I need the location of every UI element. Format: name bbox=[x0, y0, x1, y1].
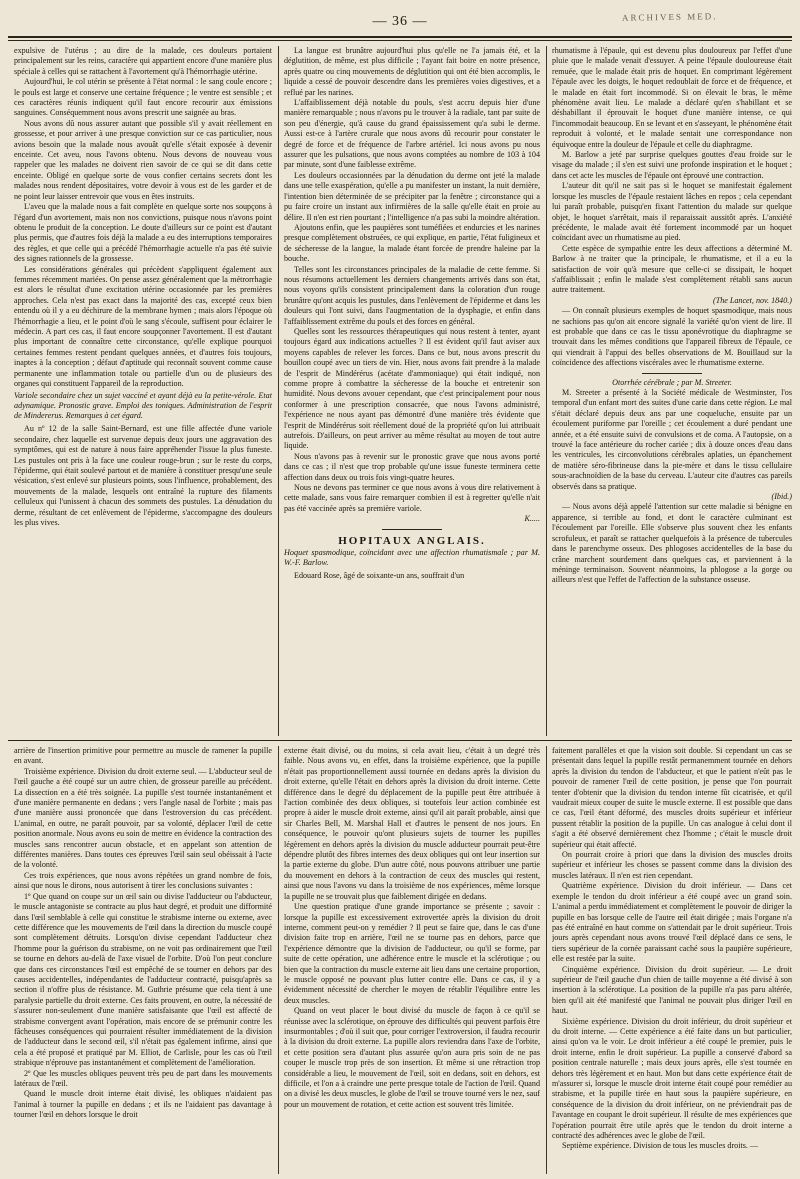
paragraph: M. Streeter a présenté à la Société médicale de Westminster, l'os temporal d'un enfant mort des suites d'une carie dans cette région. Le mal s'était déclaré depuis deux ans par une coqueluche, ensuite par un écoulement puriforme par l'oreille ; cet écoulement a duré pendant une année, et a été ensuite suivi de convulsions et de coma. A l'autopsie, on a trouvé la face antérieure du rocher cariée ; dix à douze onces d'eau dans les ventricules, les circonvolutions cérébrales aplaties, un épanchement de matière séro-fibrineuse dans la pie-mère et dans le tissu cellulaire sous-arachnoïdien de la base du cerveau. L'auteur cite d'autres cas pareils observés dans sa pratique. bbox=[552, 388, 792, 491]
fold-rule bbox=[8, 740, 792, 741]
article-column-3 bbox=[552, 46, 792, 736]
paragraph: Aujourd'hui, le col utérin se présente à l'état normal : le sang coule encore ; le pouls est large et conserve une certaine fréquence ; le ventre est sensible ; et ces caractères réunis indiquent qu'il faut encore recourir aux émissions sanguines. Conséquemment nous avons prescrit une saignée au bras. bbox=[14, 77, 272, 118]
paragraph: faitement parallèles et que la vision soit double. Si cependant un cas se présentait dans lequel la pupille restât permanemment tournée en dehors après la division du tendon de l'abducteur, et que le patient n'eût pas le pouvoir de ramener l'œil de cette position, je pense que l'on pourrait tenter d'obtenir que la division du tendon interne fût cicatrisée, et qu'il vaudrait mieux couper de suite le muscle externe. Il est possible que dans ce cas, l'œil étant déformé, des muscles droits supérieur et inférieur pussent rétablir la position de la pupille. Un cas analogue à celui dont il s'agit a été observé dernièrement chez l'homme ; c'était le muscle droit supérieur qui était affecté. bbox=[552, 746, 792, 849]
paragraph: Les douleurs occasionnées par la dénudation du derme ont jeté la malade dans une telle exaspération, qu'elle a pu manifester un instant, la nuit dernière, l'intention bien déterminée de se précipiter par la fenêtre ; circonstance qui a pu faire croire un instant aux infirmières de la salle qu'elle était en proie au délire. Il n'en est rien pourtant ; l'intelligence n'a pas subi la moindre altération. bbox=[284, 170, 540, 222]
article-column-5 bbox=[284, 746, 540, 1174]
paragraph: Septième expérience. Division de tous les muscles droits. — bbox=[562, 1141, 759, 1151]
paragraph: Nous n'avons pas à revenir sur le pronostic grave que nous avons porté dans ce cas ; il n'est que trop probable qu'une issue funeste terminera cette affection dans deux ou trois fois vingt-quatre heures. bbox=[284, 451, 540, 482]
case-heading: Otorrhée cérébrale ; par M. Streeter. bbox=[612, 377, 732, 387]
paragraph: M. Barlow a jeté par surprise quelques gouttes d'eau froide sur le visage du malade ; il s'en est suivi une profonde inspiration et le hoquet ; dans cet acte les muscles de l'épaule ont éprouvé une contraction. bbox=[552, 150, 792, 180]
paragraph: 1º Que quand on coupe sur un œil sain ou divise l'adducteur ou l'abducteur, le muscle antagoniste se contracte au plus haut degré, et produit une difformité dans l'œil semblable à celle qui constitue le strabisme interne ou externe, avec cette différence que les mouvements de l'œil dans la direction du muscle coupé sont complètement détruits. Lorsqu'on divise cependant l'adducteur chez l'homme pour la guérison du strabisme, on ne voit pas ordinairement que l'œil se tourne en dehors au-delà de l'axe visuel de l'orbite. D'où l'on peut conclure que dans ces circonstances l'œil est empêché de se tourner en dehors par des causes accidentelles, indépendantes de l'adducteur contracté, puisqu'après sa section il n'offre plus de résistance. M. Guthrie présume que cela tient à une paralysie partielle du droit externe. Ces faits prouvent, en outre, la nécessité de s'assurer non-seulement d'une manière satisfaisante que l'œil est affecté de strabisme convergent avant l'opération, mais encore de se prémunir contre les fâcheuses conséquences qui pourraient résulter immédiatement de la division de l'adducteur dans le second œil, s'il n'était pas également infirme, ainsi que cela a été proposé et pratiqué par M. Elliot, de Carlisle, pour les cas où l'œil strabique n'éprouve pas instantanément et complètement de l'amélioration. bbox=[14, 891, 272, 1068]
paragraph: Edouard Rose, âgé de soixante-un ans, souffrait d'un bbox=[294, 571, 465, 581]
case-heading: Variole secondaire chez un sujet vacciné et ayant déjà eu la petite-vérole. Etat adynamique. Pronostic grave. Emploi des toniques. Administration de l'esprit de Mindererus. Remarques à cet égard. bbox=[14, 391, 272, 421]
paragraph: Nous ne devons pas terminer ce que nous avons à vous dire relativement à cette malade, sans vous faire remarquer combien il est à regretter qu'elle n'ait pas été vaccinée après sa première variole. bbox=[284, 483, 540, 513]
author-signature: K..... bbox=[524, 514, 540, 524]
paragraph: Telles sont les circonstances principales de la maladie de cette femme. Si nous résumons actuellement les derniers changements arrivés dans son état, nous voyons qu'ils consistent principalement dans la coloration d'un rouge brunâtre qu'ont acquis les pustules, dans l'enlèvement de l'épiderme et dans les douleurs qui l'ont suivi, dans l'augmentation de la dysphagie, et enfin dans l'affaiblissement extrême du pouls et des forces en général. bbox=[284, 264, 540, 326]
paragraph: expulsive de l'utérus ; au dire de la malade, ces douleurs portaient principalement sur les reins, caractère qui appartient encore d'une manière plus spéciale à celles qui se rattachent à l'avortement qu'à l'hémorrhagie utérine. bbox=[14, 46, 272, 76]
case-heading: Hoquet spasmodique, coïncidant avec une affection rhumatismale ; par M. W.-F. Barlow. bbox=[284, 548, 540, 568]
column-divider bbox=[546, 746, 547, 1174]
paragraph: — On connaît plusieurs exemples de hoquet spasmodique, mais nous ne sachions pas qu'on ait encore signalé la variété qu'on vient de lire. Il est probable que dans ce cas le tissu aponévrotique du diaphragme se trouvait dans les mêmes conditions que l'appareil fibreux de l'épaule, ce qui viendrait à l'appui des belles observations de M. Bouillaud sur la coïncidence des affections viscérales avec le rhumatisme externe. bbox=[552, 306, 792, 368]
column-divider bbox=[278, 46, 279, 736]
paragraph: arrière de l'insertion primitive pour permettre au muscle de ramener la pupille en avant. bbox=[14, 746, 272, 766]
paragraph: L'aveu que la malade nous a fait complète en quelque sorte nos soupçons à l'égard d'un avortement, mais non nos convictions, puisque nous n'avons point obtenu le produit de la conception. Le doute d'ailleurs sur ce point est d'autant plus permis, que d'autres fois déjà la malade a eu des interruptions temporaires des règles, et que celle qui a précédé l'hémorrhagie actuelle n'a pas été suivie des signes rationnels de la grossesse. bbox=[14, 202, 272, 264]
paragraph: Au nº 12 de la salle Saint-Bernard, est une fille affectée d'une variole secondaire, chez laquelle est survenue depuis deux jours une aggravation des symptômes, qui est de nature à nous faire appréhender l'issue la plus funeste. Les pustules ont pris à la face une couleur rouge-brun ; sur le reste du corps, l'épiderme, qui était soulevé partout et de manière à constituer presqu'une seule vésication, s'est enlevé sur plusieurs points, sous l'influence, probablement, des mouvements de la malade, lesquels ont entraîné la rupture des filaments celluleux qui l'unissent à chacun des sommets des pustules. La dénudation du derme, résultant de cet enlèvement de l'épiderme, s'accompagne des douleurs les plus vives. bbox=[14, 424, 272, 528]
paragraph: Troisième expérience. Division du droit externe seul. — L'abducteur seul de l'œil gauche a été coupé sur un autre chien, de grosseur pareille au précédent. La dissection en a été très soignée. La pupille s'est tournée instantanément et d'une manière permanente en dedans ; vers l'angle nasal de l'orbite ; mais pas d'une manière aussi prononcée que dans l'estroversion du cas précédent. L'animal, en outre, ne paraît pouvoir, par sa volonté, déplacer l'œil de cette position anormale. Nous avons eu soin de mettre en évidence la contraction des muscles sans rencontrer aucun obstacle, et en appelant son attention de différentes manières. Dans toutes ces épreuves l'œil sain seul obéissait à l'acte de la volonté. bbox=[14, 766, 272, 870]
paragraph: — Nous avons déjà appelé l'attention sur cette maladie si bénigne en apparence, si terrible au fond, et dont le caractère culminant est l'écoulement par l'oreille. Elle s'observe plus souvent chez les enfants scrofuleux, et paraît se rattacher quelquefois à la présence de tubercules dans le parenchyme osseux. Des phlogoses accidentelles de la base du crâne marchent sourdement dans quelques cas, et parviennent à la méninge terminaison. Souvent néanmoins, la phlogose a la gorge ou ailleurs n'est que l'effet de l'affection de la substance osseuse. bbox=[552, 502, 792, 585]
paragraph: L'affaiblissement déjà notable du pouls, s'est accru depuis hier d'une manière remarquable ; nous n'avons pu le trouver à la radiale, tant par suite de son peu d'énergie, qu'à cause du grand épaississement qu'a subi le derme. Aussi est-ce à l'artère crurale que nous avons dû recourir pour constater le degré de force et de fréquence de l'arbre artériel. Ici nous avons pu nous assurer que les pulsations, que nous avons comptées au nombre de 103 à 104 par minute, sont d'une faiblesse extrême. bbox=[284, 98, 540, 170]
source-citation: (Ibid.) bbox=[771, 492, 792, 502]
page-number: — 36 — bbox=[372, 14, 428, 29]
paragraph: Quand on veut placer le bout divisé du muscle de façon à ce qu'il se réunisse avec la sclérotique, on éprouve des difficultés qui peuvent parfois être insurmontables ; d'où il suit que, pour corriger l'extroversion, il faudra recourir à la division du droit externe. La pupille alors reviendra dans l'axe de l'orbite, et cette position sera d'autant plus assurée qu'on aura pris soin de ne pas couper le muscle trop près de son insertion. Et même si une rétraction trop considérable a lieu, le mouvement de l'œil, soit en dedans, soit en dehors, est difficile, et l'on a à craindre une perte presque totale de l'action de l'œil. Quand on a divisé les deux muscles, le globe de l'œil se trouve tourné vers le nez, sauf pour un mouvement de rotation, et cette action est souvent très limitée. bbox=[284, 1006, 540, 1109]
article-column-2 bbox=[284, 46, 540, 736]
archive-stamp: ARCHIVES MED. bbox=[621, 11, 718, 23]
paragraph: Quelles sont les ressources thérapeutiques qui nous restent à tenter, ayant toujours égard aux indications actuelles ? Il est évident qu'il faut aviser aux moyens capables de relever les forces. Dans ce but, nous avons prescrit du bouillon coupé avec un tiers de vin. Hier, nous avons fait prendre à la malade de l'esprit de Mindérérus (acétate d'ammoniaque) qui était indiqué, non comme propre à combattre la sécheresse de la bouche et entretenir son humidité. Nous devons avouer cependant, que c'est principalement pour nous conformer à une prescription consacrée, que nous l'avons administré, l'expérience ne nous ayant pas démontré d'une manière très évidente que l'esprit de Mindérérus soit réellement doué de la propriété qu'on lui attribuait autrefois. D'ailleurs, on peut arriver au même résultat au moyen de tout autre liquide. bbox=[284, 326, 540, 451]
column-divider bbox=[278, 746, 279, 1174]
paragraph: Cinquième expérience. Division du droit supérieur. — Le droit supérieur de l'œil gauche d'un chien de taille moyenne a été divisé à son insertion à la sclérotique. La position de la pupille n'a pas paru altérée, bien qu'il ait été manifesté que l'animal ne pouvait plus diriger l'œil en haut. bbox=[552, 964, 792, 1016]
paragraph: externe était divisé, ou du moins, si cela avait lieu, c'était à un degré très faible. Nous avons vu, en effet, dans la troisième expérience, que la pupille n'était pas proportionnellement aussi tournée en dedans après la division du droit externe, qu'elle l'était en dehors après la division du droit interne. Cette différence dans le degré du déplacement de la pupille peut être attribuée à l'action combinée des deux obliques, si toutefois leur action combinée est propre à aider le muscle droit externe, ainsi qu'il ait paraît probable, ainsi que sir Charles Bell, M. Marshal Hall et d'autres le pensent de nos jours. En conséquence, le pouvoir qu'ont plusieurs sujets de tourner les pupilles légèrement en dehors après la division du muscle adducteur pourrait peut-être dépendre plutôt des fibres internes des deux obliques qui ont leur insertion sur la partie externe du globe. D'un autre côté, nous pouvons attribuer une partie du mouvement en dehors à la contraction de ceux des muscles qui restent, ainsi que nous l'avons vu dans la troisième de nos expériences, même lorsque la pupille ne se trouvait plus que faiblement dirigée en dedans. bbox=[284, 746, 540, 901]
article-column-4 bbox=[14, 746, 272, 1174]
paragraph: Ces trois expériences, que nous avons répétées un grand nombre de fois, ainsi que nous le dirons, nous autorisent à tirer les conclusions suivantes : bbox=[14, 870, 272, 891]
paragraph: La langue est brunâtre aujourd'hui plus qu'elle ne l'a jamais été, et la déglutition, de même, est plus difficile ; l'ayant fait boire en notre présence, après quatre ou cinq mouvements de déglutition qui ont été bien accomplis, le liquide a cessé de pouvoir descendre dans les premières voies digestives, et a reflué par les narines. bbox=[284, 46, 540, 97]
article-column-1 bbox=[14, 46, 272, 736]
paragraph: Les considérations générales qui précèdent s'appliquent également aux femmes récemment mariées. On pense assez généralement que la métrorrhagie est alors le résultat d'une excitation utérine occasionnée par les premières approches. Cela n'est pas exact dans la majorité des cas, excepté ceux bien entendu où il y a eu déchirure de la membrane hymen ; mais alors l'époque où l'hémorrhagie a lieu, et le point d'où le sang s'écoule, suffisent pour éclairer le médecin. A part ces cas, il faut encore soupçonner l'avortement. Il est d'autant plus important de connaître cette circonstance, qu'elle explique pourquoi certaines femmes restent pendant quelques années, et d'autres fois toujours, inaptes à la conception ; défaut d'aptitude qui reconnaît souvent comme cause permanente une inflammation totale ou partielle d'un ou de plusieurs des organes qui constituent l'appareil de la reproduction. bbox=[14, 264, 272, 388]
paragraph: Quand le muscle droit interne était divisé, les obliques n'aidaient pas l'animal à tourner la pupille en dedans ; et ils ne l'aidaient pas davantage à tourner l'œil en dehors lorsque le droit bbox=[14, 1089, 272, 1120]
article-column-6 bbox=[552, 746, 792, 1174]
section-divider bbox=[642, 373, 702, 374]
paragraph: L'auteur dit qu'il ne sait pas si le hoquet se manifestait également lorsque les muscles de l'épaule restaient lâches en repos ; cela cependant lui paraît probable, puisqu'en fixant l'attention du malade sur quelque objet, le hoquet s'arrêtait, mais il reparaissait aussitôt après. L'anxiété précédente, le malade avait été fortement incommodé par un hoquet coïncidant avec un rhumatisme au pied. bbox=[552, 181, 792, 243]
paragraph: Quatrième expérience. Division du droit inférieur. — Dans cet exemple le tendon du droit inférieur a été coupé avec un grand soin. L'animal a perdu immédiatement et complètement le pouvoir de diriger la pupille en bas lorsque celle de l'autre œil était dirigée ; mais l'organe n'a pas été entraîné en haut comme on s'attendait par le droit supérieur. Trois jours après cependant nous avons trouvé l'œil déplacé dans ce sens, le tiers supérieur de la cornée paraissant caché sous la paupière supérieure, elle est restée par la suite. bbox=[552, 881, 792, 964]
paragraph: Une question pratique d'une grande importance se présente ; savoir : lorsque la pupille est excessivement extrovertée après la division du droit interne, comment peut-on y remédier ? Il peut se faire que, dans le cas d'une division faite trop en arrière, l'œil ne se tourne pas en dehors, parce que l'expérience démontre que la division de l'adducteur, ou qu'il se forme, par suite de cette opération, une adhérence entre le muscle et la sclérotique ; ou bien que la contraction du muscle externe ait lieu dans une certaine proportion, le muscle opposé ne pouvant plus lutter contre elle. Dans ce cas, il y a évidemment nécessité de chercher le moyen de rétablir l'équilibre entre les deux muscles. bbox=[284, 902, 540, 1005]
paragraph: Nous avons dû nous assurer autant que possible s'il y avait réellement en grossesse, et pour arriver à une presque conviction sur ce cas particulier, nous avions besoin que la malade nous avouât qu'elle s'était exposée à devenir enceinte. Cet aveu, nous l'avons obtenu. Nous devons de nouveau vous rappeler que les malades ne doivent rien savoir de ce qui se dit dans cette enceinte. Obligé en quelque sorte de vous confier certains secrets dont les malades nous rendent dépositaires, votre devoir à vous est de les garder et de ne point leur laisser entrevoir que vous en êtes instruits. bbox=[14, 118, 272, 201]
paragraph: Sixième expérience. Division du droit inférieur, du droit supérieur et du droit interne. — Cette expérience a été faite dans un but particulier, ainsi qu'on va le voir. Le droit inférieur a été coupé le premier, puis le droit interne, enfin le droit supérieur. La pupille a conservé d'abord sa position centrale naturelle ; mais deux jours après, elle s'est tournée en dehors très légèrement et en haut. Mon but dans cette expérience était de m'assurer si, lorsque le muscle droit interne était coupé pour remédier au strabisme, et la pupille tirée en haut sous la paupière supérieure, en conséquence de la division du droit inférieur, on ne préviendrait pas de l'avantage en coupant le droit supérieur. Il résulte de mes expériences que l'opération pourrait être utile après que le tendon du droit interne a contracté des adhérences avec le globe de l'œil. bbox=[552, 1016, 792, 1141]
paragraph: On pourrait croire à priori que dans la division des muscles droits supérieur et inférieur les choses se passent comme dans la division des muscles latéraux. Il n'en est rien cependant. bbox=[552, 850, 792, 880]
paragraph: rhumatisme à l'épaule, qui est devenu plus douloureux par l'effet d'une pluie que le malade venait d'essuyer. A peine l'épaule douloureuse était remuée, que le malade était pris de hoquet. En comprimant légèrement l'épaule avec les doigts, le hoquet redoublait de force et de fréquence, et le malade en était fort incommodé. Si on élevait le bras, le même phénomène avait lieu. Le malade a déclaré qu'en s'habillant et se déshabillant il éprouvait le hoquet d'une manière intense, ce qui l'incommodait beaucoup. En se levant et en s'asseyant, le phénomène était reproduit à volonté, et le malade sentait une correspondance non équivoque entre la douleur de l'épaule et celle du diaphragme. bbox=[552, 46, 792, 149]
header-rule bbox=[8, 36, 792, 41]
section-divider bbox=[382, 529, 442, 530]
section-title: HOPITAUX ANGLAIS. bbox=[338, 534, 486, 547]
paragraph: Cette espèce de sympathie entre les deux affections a déterminé M. Barlow à ne traiter que la principale, le rhumatisme, et il a eu la satisfaction de voir qu'à mesure que celle-ci se dissipait, le hoquet s'affaiblissait ; enfin le malade s'est complètement rétabli sans aucun autre traitement. bbox=[552, 243, 792, 295]
paragraph: 2º Que les muscles obliques peuvent très peu de part dans les mouvements latéraux de l'œil. bbox=[14, 1068, 272, 1088]
paragraph: Ajoutons enfin, que les paupières sont tuméfiées et endurcies et les narines presque complètement obstruées, ce qui explique, en partie, l'état fuligineux et de sécheresse de la langue, la malade étant forcée de prendre haleine par la bouche. bbox=[284, 222, 540, 264]
source-citation: (The Lancet, nov. 1840.) bbox=[713, 295, 792, 305]
column-divider bbox=[546, 46, 547, 736]
